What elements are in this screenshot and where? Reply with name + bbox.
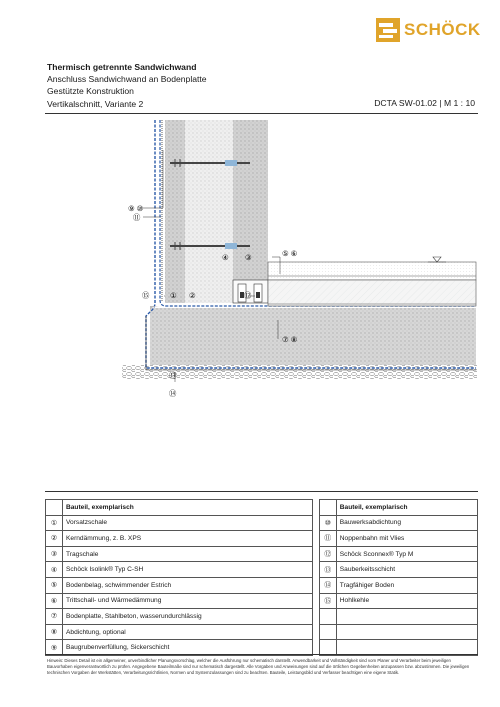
- legend-number: ⑫: [319, 546, 336, 562]
- legend-label: Sauberkeitsschicht: [336, 562, 477, 578]
- legend-label: Tragschale: [63, 546, 313, 562]
- legend-row: [46, 609, 478, 625]
- legend-number: ⑬: [319, 562, 336, 578]
- legend-header-row: [46, 500, 478, 516]
- legend-gap: [312, 546, 319, 562]
- callout-1: ①: [170, 291, 177, 300]
- legend-label: Trittschall- und Wärmedämmung: [63, 593, 313, 609]
- legend-label: Noppenbahn mit Vlies: [336, 531, 477, 547]
- legend-label: Bauwerksabdichtung: [336, 515, 477, 531]
- legend-number: ⑥: [46, 593, 63, 609]
- legend-label: Bodenplatte, Stahlbeton, wasserundurchlässig: [63, 609, 313, 625]
- legend-gap: [312, 562, 319, 578]
- detail-subtitle-3: Vertikalschnitt, Variante 2: [47, 98, 144, 109]
- legend-label: [336, 609, 477, 625]
- legend-number: ⑦: [46, 609, 63, 625]
- legend-table: [45, 499, 478, 656]
- callout-9-10: ⑨ ⑩: [128, 204, 144, 213]
- legend-number: ⑨: [46, 640, 63, 656]
- legend-right-header: Bauteil, exemplarisch: [336, 500, 477, 516]
- legend-number: ⑮: [319, 593, 336, 609]
- legend-row: [46, 562, 478, 578]
- brand-name: SCHÖCK: [404, 20, 481, 39]
- callout-7-8: ⑦ ⑧: [282, 335, 298, 344]
- legend-label: Baugrubenverfüllung, Sickerschicht: [63, 640, 313, 656]
- callout-5-6: ⑤ ⑥: [282, 249, 298, 258]
- disclaimer-note: Hinweis: Dieses Detail ist ein allgemeiner, unverbindlicher Planungsvorschlag, welcher die Ausführung nur schematisch darstellt. Anwendbarkeit und Vollständigkeit sind vom Planer und Verarbeiter beim jeweiligen Bauvorhaben eigenverantwortlich zu prüfen. Angegebene Bauteilmaße sind nur schematisch dargestellt. Alle Vorgaben und Anweisungen sind auf die örtlichen Gegebenheiten anzupassen bzw. abzustimmen. Die jeweiligen technischen Vorgaben der Werkstätten, Verarbeitungsrichtlinien, Normen und Systemzulassungen sind zu beachten. Bauteile, Leistungsbild und Verfasser beachtigen eine eigene Statik.: [47, 658, 470, 676]
- legend-number: [319, 609, 336, 625]
- legend-label: Abdichtung, optional: [63, 624, 313, 640]
- callout-13: ⑬: [169, 371, 177, 380]
- legend-number: ⑩: [319, 515, 336, 531]
- legend-row: [46, 515, 478, 531]
- legend-number: ⑪: [319, 531, 336, 547]
- legend-gap: [312, 593, 319, 609]
- legend-row: [46, 531, 478, 547]
- legend-label: Tragfähiger Boden: [336, 577, 477, 593]
- legend-gap: [312, 515, 319, 531]
- legend-number: ②: [46, 531, 63, 547]
- legend-row: [46, 624, 478, 640]
- legend-gap: [312, 609, 319, 625]
- legend-label: Schöck Isolink® Typ C-SH: [63, 562, 313, 578]
- legend-num-cell: [319, 500, 336, 516]
- legend-gap: [312, 500, 319, 516]
- level-marker: [433, 257, 441, 262]
- drawing-reference: DCTA SW-01.02 | M 1 : 10: [374, 98, 475, 108]
- legend-num-cell: [46, 500, 63, 516]
- detail-subtitle-1: Anschluss Sandwichwand an Bodenplatte: [47, 74, 207, 85]
- callout-14: ⑭: [169, 389, 177, 398]
- legend-row: [46, 546, 478, 562]
- legend-divider: [45, 491, 478, 492]
- legend-number: [319, 624, 336, 640]
- legend-gap: [312, 531, 319, 547]
- legend-number: ⑤: [46, 577, 63, 593]
- callout-15: ⑮: [142, 291, 150, 300]
- legend-row: [46, 593, 478, 609]
- callout-3: ③: [245, 253, 252, 262]
- legend-gap: [312, 624, 319, 640]
- detail-subtitle-2: Gestützte Konstruktion: [47, 86, 134, 97]
- legend-label: Hohlkehle: [336, 593, 477, 609]
- legend-number: ③: [46, 546, 63, 562]
- legend-label: [336, 624, 477, 640]
- legend-label: Vorsatzschale: [63, 515, 313, 531]
- legend-number: ①: [46, 515, 63, 531]
- legend-label: Schöck Sconnex® Typ M: [336, 546, 477, 562]
- legend-number: ⑧: [46, 624, 63, 640]
- callout-2: ②: [189, 291, 196, 300]
- legend-label: Bodenbelag, schwimmender Estrich: [63, 577, 313, 593]
- detail-title: Thermisch getrennte Sandwichwand: [47, 62, 197, 72]
- legend-gap: [312, 577, 319, 593]
- note-divider: [45, 654, 478, 655]
- legend-number: ④: [46, 562, 63, 578]
- legend-left-header: Bauteil, exemplarisch: [63, 500, 313, 516]
- legend-row: [46, 577, 478, 593]
- legend-number: ⑭: [319, 577, 336, 593]
- callout-4: ④: [222, 253, 229, 262]
- callout-11: ⑪: [133, 213, 141, 222]
- callout-12: ⑫: [244, 291, 252, 300]
- legend-label: Kerndämmung, z. B. XPS: [63, 531, 313, 547]
